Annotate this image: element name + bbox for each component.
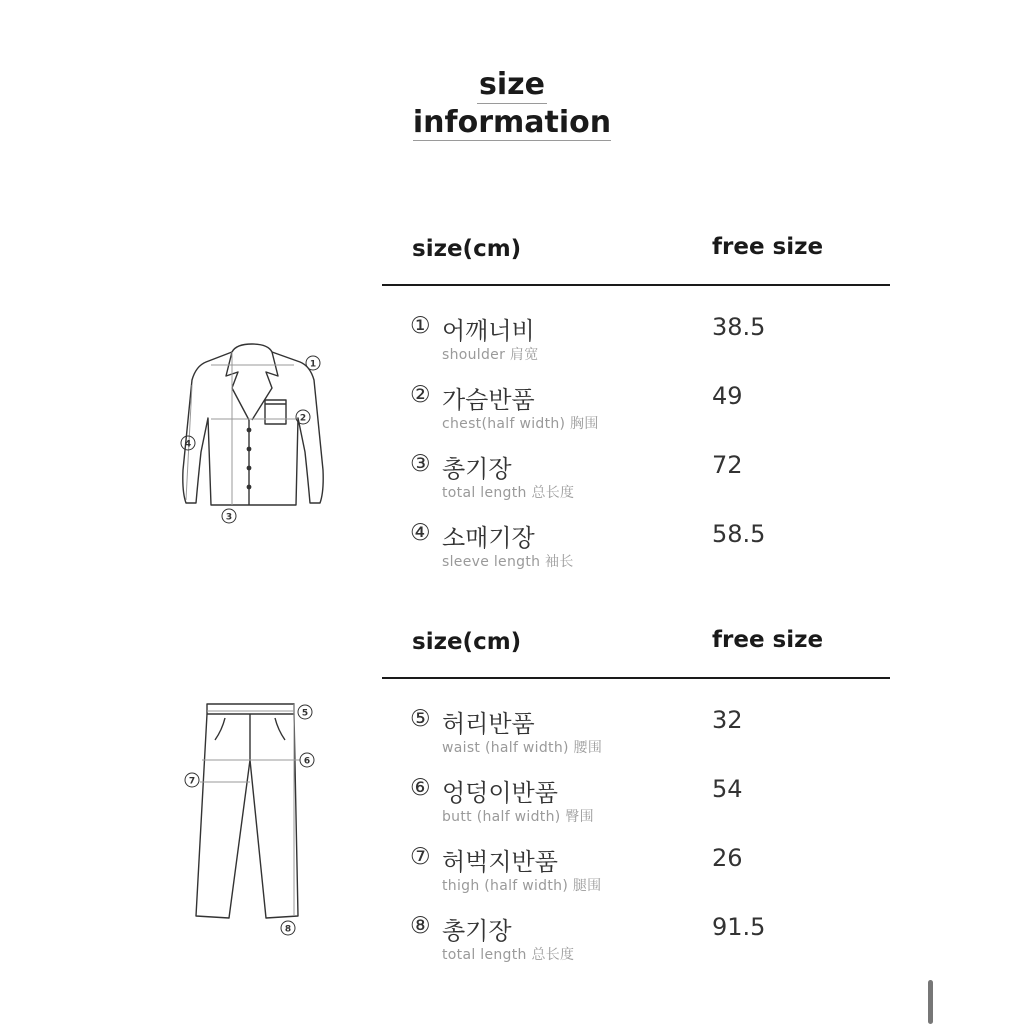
row-value: 72 [712,451,743,479]
svg-text:8: 8 [284,924,292,935]
table-header [382,625,890,679]
svg-text:6: 6 [303,756,311,767]
row-number: ⑥ [410,775,431,801]
table-row [382,771,890,840]
scrollbar-thumb[interactable] [928,980,933,1024]
svg-text:7: 7 [188,776,196,787]
row-value: 54 [712,775,743,803]
tops-size-table [382,232,890,585]
row-value: 38.5 [712,313,766,341]
shirt-diagram-icon [170,335,340,530]
row-value: 26 [712,844,743,872]
row-number: ⑤ [410,706,431,732]
row-number: ⑦ [410,844,431,870]
row-label-sub: shoulder 肩宽 [442,347,539,363]
row-label-sub: total length 总长度 [442,485,575,501]
row-value: 32 [712,706,743,734]
size-unit-header: size(cm) [412,236,522,262]
svg-text:1: 1 [309,359,317,370]
pants-diagram-icon [180,698,320,943]
table-row [382,516,890,585]
title-line-1: size [479,67,545,102]
table-row [382,702,890,771]
size-unit-header: size(cm) [412,629,522,655]
table-row [382,378,890,447]
row-label-ko: 허벅지반품 [442,848,558,876]
svg-text:2: 2 [299,413,307,424]
table-row [382,909,890,978]
free-size-header: free size [712,234,824,260]
row-label-sub: sleeve length 袖长 [442,554,574,570]
row-label-ko: 엉덩이반품 [442,779,558,807]
row-number: ① [410,313,431,339]
row-label-sub: butt (half width) 臀围 [442,809,594,825]
table-row [382,447,890,516]
row-label-sub: chest(half width) 胸围 [442,416,599,432]
svg-text:3: 3 [225,512,233,523]
page-title [0,68,1024,141]
row-value: 49 [712,382,743,410]
row-number: ⑧ [410,913,431,939]
svg-text:4: 4 [184,439,192,450]
row-value: 91.5 [712,913,766,941]
row-number: ③ [410,451,431,477]
row-label-ko: 소매기장 [442,524,535,552]
row-value: 58.5 [712,520,766,548]
row-label-ko: 총기장 [442,917,512,945]
table-header [382,232,890,286]
row-label-sub: total length 总长度 [442,947,575,963]
table-row [382,309,890,378]
svg-text:5: 5 [301,708,309,719]
free-size-header: free size [712,627,824,653]
row-label-ko: 총기장 [442,455,512,483]
title-line-2: information [412,104,612,140]
row-label-ko: 가슴반품 [442,386,535,414]
row-label-ko: 어깨너비 [442,317,535,345]
row-number: ④ [410,520,431,546]
bottoms-size-table [382,625,890,978]
row-label-sub: thigh (half width) 腿围 [442,878,602,894]
row-label-sub: waist (half width) 腰围 [442,740,603,756]
row-number: ② [410,382,431,408]
table-row [382,840,890,909]
row-label-ko: 허리반품 [442,710,535,738]
